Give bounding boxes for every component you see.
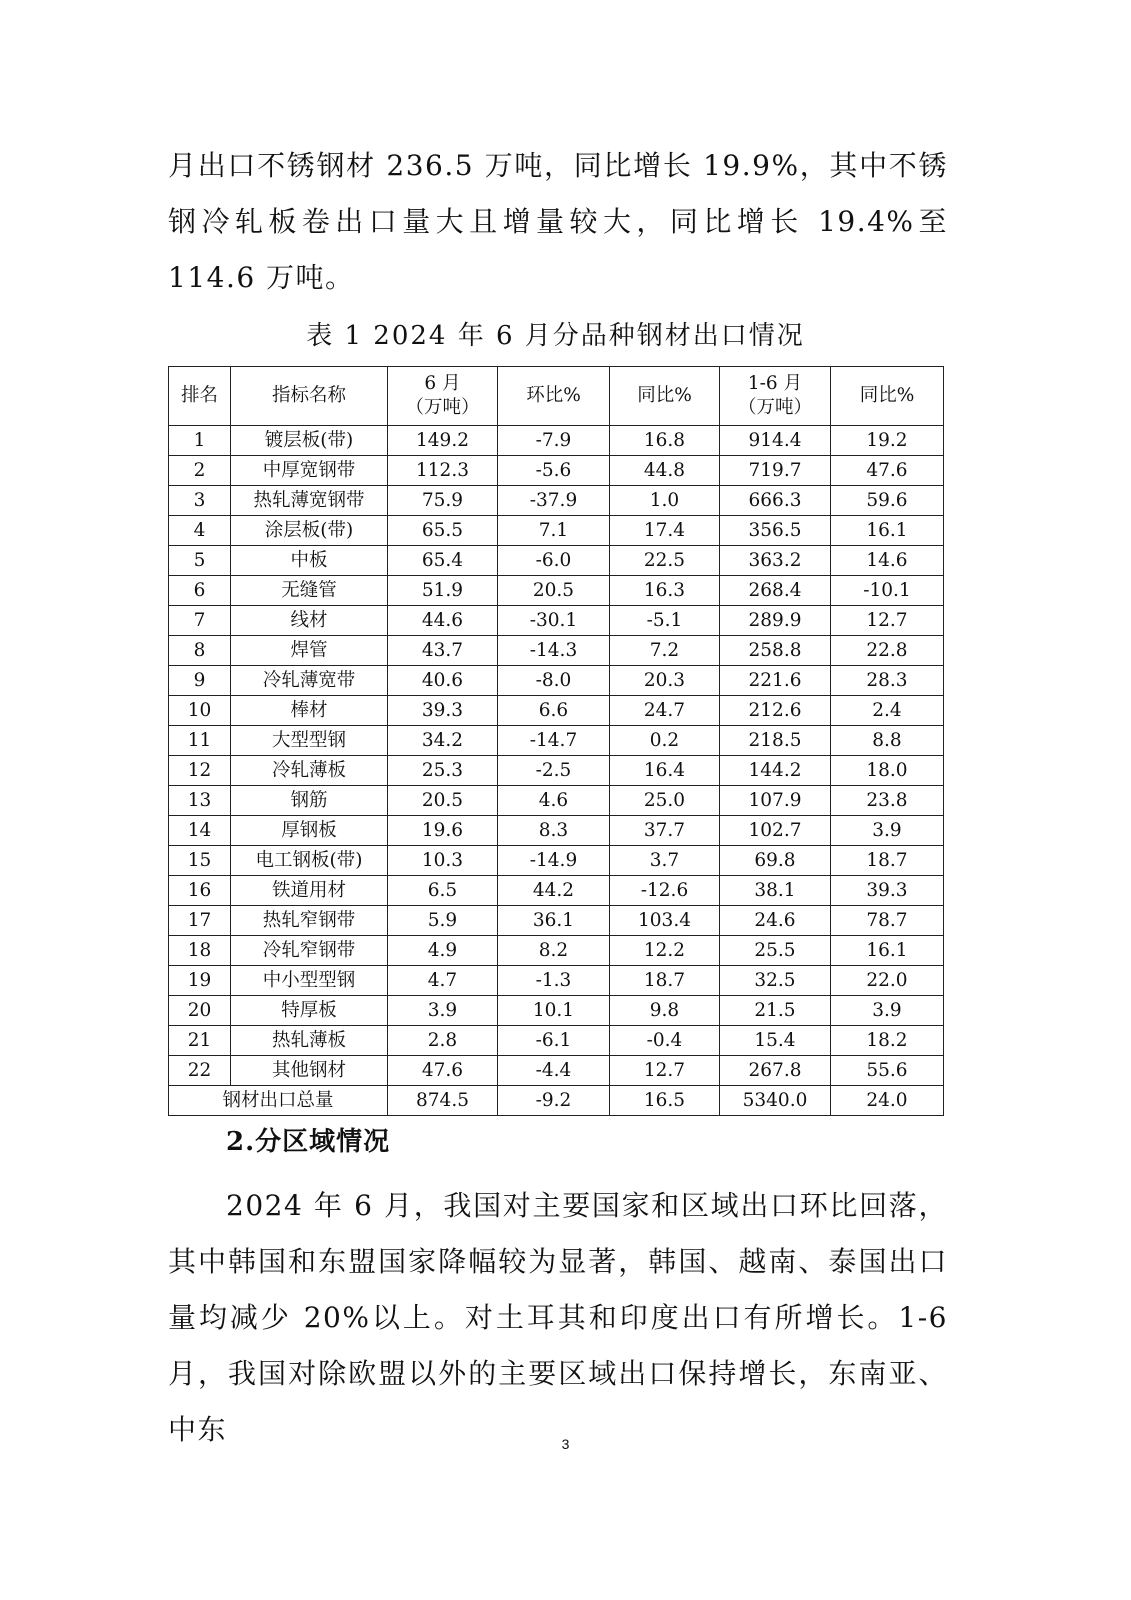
cell-mom: 36.1 — [498, 906, 610, 936]
cell-yoy: 3.7 — [610, 846, 720, 876]
cell-yoy: -12.6 — [610, 876, 720, 906]
table-row — [169, 696, 944, 726]
paragraph-intro: 月出口不锈钢材 236.5 万吨，同比增长 19.9%，其中不锈钢冷轧板卷出口量大且增量较大，同比增长 19.4%至 114.6 万吨。 — [168, 149, 948, 294]
table-row — [169, 546, 944, 576]
cell-h1: 107.9 — [720, 786, 831, 816]
cell-june: 75.9 — [388, 486, 498, 516]
cell-mom: -37.9 — [498, 486, 610, 516]
cell-june: 3.9 — [388, 996, 498, 1026]
section-heading: 2.分区域情况 — [226, 1127, 391, 1157]
cell-name: 其他钢材 — [231, 1056, 388, 1086]
cell-h1-yoy: 47.6 — [831, 456, 944, 486]
cell-rank: 19 — [169, 966, 231, 996]
cell-h1: 15.4 — [720, 1026, 831, 1056]
cell-yoy: 37.7 — [610, 816, 720, 846]
cell-yoy: 9.8 — [610, 996, 720, 1026]
cell-name: 中板 — [231, 546, 388, 576]
header-mom: 环比% — [498, 367, 610, 426]
cell-rank: 22 — [169, 1056, 231, 1086]
cell-rank: 7 — [169, 606, 231, 636]
cell-name: 冷轧薄宽带 — [231, 666, 388, 696]
cell-h1: 666.3 — [720, 486, 831, 516]
cell-h1-yoy: 22.0 — [831, 966, 944, 996]
cell-h1: 218.5 — [720, 726, 831, 756]
cell-rank: 9 — [169, 666, 231, 696]
cell-mom: -14.9 — [498, 846, 610, 876]
cell-h1: 289.9 — [720, 606, 831, 636]
cell-h1: 221.6 — [720, 666, 831, 696]
cell-mom: -4.4 — [498, 1056, 610, 1086]
cell-h1-yoy: 16.1 — [831, 516, 944, 546]
table-row — [169, 666, 944, 696]
cell-june: 4.7 — [388, 966, 498, 996]
cell-h1: 719.7 — [720, 456, 831, 486]
table-caption: 表 1 2024 年 6 月分品种钢材出口情况 — [306, 321, 805, 351]
cell-june: 47.6 — [388, 1056, 498, 1086]
cell-yoy: 16.3 — [610, 576, 720, 606]
cell-h1-yoy: 12.7 — [831, 606, 944, 636]
cell-h1-yoy: 39.3 — [831, 876, 944, 906]
cell-h1-yoy: 2.4 — [831, 696, 944, 726]
cell-rank: 10 — [169, 696, 231, 726]
header-h1-line1: 1-6 月 — [747, 373, 803, 394]
total-mom: -9.2 — [498, 1086, 610, 1116]
cell-yoy: 1.0 — [610, 486, 720, 516]
cell-rank: 3 — [169, 486, 231, 516]
cell-rank: 8 — [169, 636, 231, 666]
cell-june: 43.7 — [388, 636, 498, 666]
header-rank: 排名 — [169, 367, 231, 426]
cell-h1-yoy: 3.9 — [831, 816, 944, 846]
cell-rank: 14 — [169, 816, 231, 846]
cell-mom: 44.2 — [498, 876, 610, 906]
cell-mom: -5.6 — [498, 456, 610, 486]
cell-yoy: 17.4 — [610, 516, 720, 546]
cell-h1: 212.6 — [720, 696, 831, 726]
cell-yoy: -5.1 — [610, 606, 720, 636]
table-row — [169, 1056, 944, 1086]
table-row — [169, 486, 944, 516]
cell-mom: -8.0 — [498, 666, 610, 696]
cell-rank: 21 — [169, 1026, 231, 1056]
cell-name: 铁道用材 — [231, 876, 388, 906]
cell-rank: 18 — [169, 936, 231, 966]
table-row — [169, 996, 944, 1026]
header-june — [388, 367, 498, 426]
cell-name: 热轧薄宽钢带 — [231, 486, 388, 516]
cell-h1-yoy: 59.6 — [831, 486, 944, 516]
cell-yoy: 16.4 — [610, 756, 720, 786]
cell-h1: 267.8 — [720, 1056, 831, 1086]
cell-june: 34.2 — [388, 726, 498, 756]
cell-h1-yoy: 78.7 — [831, 906, 944, 936]
cell-june: 10.3 — [388, 846, 498, 876]
cell-h1-yoy: 18.2 — [831, 1026, 944, 1056]
cell-name: 冷轧窄钢带 — [231, 936, 388, 966]
cell-h1-yoy: 22.8 — [831, 636, 944, 666]
cell-june: 44.6 — [388, 606, 498, 636]
cell-yoy: 0.2 — [610, 726, 720, 756]
cell-june: 2.8 — [388, 1026, 498, 1056]
cell-name: 焊管 — [231, 636, 388, 666]
cell-june: 6.5 — [388, 876, 498, 906]
table-row — [169, 1026, 944, 1056]
cell-h1-yoy: -10.1 — [831, 576, 944, 606]
cell-mom: 8.3 — [498, 816, 610, 846]
header-yoy: 同比% — [610, 367, 720, 426]
steel-export-table — [168, 366, 944, 1116]
table-row — [169, 966, 944, 996]
cell-name: 涂层板(带) — [231, 516, 388, 546]
cell-mom: -14.3 — [498, 636, 610, 666]
cell-name: 镀层板(带) — [231, 426, 388, 456]
cell-h1: 356.5 — [720, 516, 831, 546]
total-h1-yoy: 24.0 — [831, 1086, 944, 1116]
cell-rank: 11 — [169, 726, 231, 756]
header-h1-line2: （万吨） — [737, 397, 812, 418]
cell-june: 40.6 — [388, 666, 498, 696]
cell-yoy: 22.5 — [610, 546, 720, 576]
paragraph-regional: 2024 年 6 月，我国对主要国家和区域出口环比回落，其中韩国和东盟国家降幅较为显著，韩国、越南、泰国出口量均减少 20%以上。对土耳其和印度出口有所增长。1-6 月，我国对除欧盟以外的主要区域出口保持增长，东南亚、中东 — [168, 1189, 948, 1446]
cell-mom: -30.1 — [498, 606, 610, 636]
cell-h1: 21.5 — [720, 996, 831, 1026]
cell-mom: -2.5 — [498, 756, 610, 786]
cell-name: 钢筋 — [231, 786, 388, 816]
cell-yoy: 44.8 — [610, 456, 720, 486]
cell-june: 51.9 — [388, 576, 498, 606]
table-body — [169, 426, 944, 1086]
cell-name: 厚钢板 — [231, 816, 388, 846]
cell-mom: 10.1 — [498, 996, 610, 1026]
header-name: 指标名称 — [231, 367, 388, 426]
cell-june: 5.9 — [388, 906, 498, 936]
cell-h1: 258.8 — [720, 636, 831, 666]
cell-june: 20.5 — [388, 786, 498, 816]
total-name: 钢材出口总量 — [169, 1086, 388, 1116]
table-row — [169, 876, 944, 906]
cell-rank: 2 — [169, 456, 231, 486]
cell-mom: -6.1 — [498, 1026, 610, 1056]
cell-june: 19.6 — [388, 816, 498, 846]
cell-rank: 13 — [169, 786, 231, 816]
cell-mom: 8.2 — [498, 936, 610, 966]
cell-mom: -6.0 — [498, 546, 610, 576]
cell-mom: 7.1 — [498, 516, 610, 546]
cell-rank: 17 — [169, 906, 231, 936]
cell-mom: -14.7 — [498, 726, 610, 756]
cell-h1: 32.5 — [720, 966, 831, 996]
total-h1: 5340.0 — [720, 1086, 831, 1116]
cell-h1-yoy: 23.8 — [831, 786, 944, 816]
cell-rank: 12 — [169, 756, 231, 786]
cell-yoy: 25.0 — [610, 786, 720, 816]
cell-name: 热轧窄钢带 — [231, 906, 388, 936]
page-number: 3 — [561, 1436, 570, 1452]
cell-h1: 914.4 — [720, 426, 831, 456]
table-row — [169, 756, 944, 786]
table-row — [169, 606, 944, 636]
cell-h1: 38.1 — [720, 876, 831, 906]
total-june: 874.5 — [388, 1086, 498, 1116]
cell-h1-yoy: 3.9 — [831, 996, 944, 1026]
cell-h1-yoy: 18.7 — [831, 846, 944, 876]
cell-mom: 6.6 — [498, 696, 610, 726]
cell-name: 电工钢板(带) — [231, 846, 388, 876]
table-row — [169, 516, 944, 546]
cell-yoy: -0.4 — [610, 1026, 720, 1056]
header-june-line1: 6 月 — [424, 373, 461, 394]
table-row — [169, 636, 944, 666]
cell-h1-yoy: 16.1 — [831, 936, 944, 966]
cell-name: 线材 — [231, 606, 388, 636]
cell-h1-yoy: 19.2 — [831, 426, 944, 456]
cell-mom: -7.9 — [498, 426, 610, 456]
cell-june: 65.4 — [388, 546, 498, 576]
cell-mom: -1.3 — [498, 966, 610, 996]
table-row — [169, 786, 944, 816]
cell-yoy: 12.2 — [610, 936, 720, 966]
cell-yoy: 20.3 — [610, 666, 720, 696]
table-row — [169, 456, 944, 486]
cell-h1-yoy: 14.6 — [831, 546, 944, 576]
cell-rank: 4 — [169, 516, 231, 546]
cell-june: 65.5 — [388, 516, 498, 546]
cell-rank: 20 — [169, 996, 231, 1026]
cell-rank: 16 — [169, 876, 231, 906]
cell-name: 特厚板 — [231, 996, 388, 1026]
cell-yoy: 24.7 — [610, 696, 720, 726]
cell-name: 大型型钢 — [231, 726, 388, 756]
cell-yoy: 12.7 — [610, 1056, 720, 1086]
cell-name: 热轧薄板 — [231, 1026, 388, 1056]
cell-mom: 20.5 — [498, 576, 610, 606]
table-row — [169, 576, 944, 606]
cell-yoy: 18.7 — [610, 966, 720, 996]
cell-june: 112.3 — [388, 456, 498, 486]
table-total-row — [169, 1086, 944, 1116]
cell-june: 25.3 — [388, 756, 498, 786]
cell-june: 4.9 — [388, 936, 498, 966]
cell-h1-yoy: 28.3 — [831, 666, 944, 696]
table-row — [169, 426, 944, 456]
cell-mom: 4.6 — [498, 786, 610, 816]
cell-h1: 363.2 — [720, 546, 831, 576]
cell-name: 冷轧薄板 — [231, 756, 388, 786]
cell-rank: 5 — [169, 546, 231, 576]
cell-name: 无缝管 — [231, 576, 388, 606]
cell-name: 中小型型钢 — [231, 966, 388, 996]
cell-name: 棒材 — [231, 696, 388, 726]
cell-h1-yoy: 8.8 — [831, 726, 944, 756]
table-row — [169, 936, 944, 966]
cell-yoy: 103.4 — [610, 906, 720, 936]
cell-rank: 1 — [169, 426, 231, 456]
total-yoy: 16.5 — [610, 1086, 720, 1116]
cell-h1: 25.5 — [720, 936, 831, 966]
table-row — [169, 816, 944, 846]
cell-june: 149.2 — [388, 426, 498, 456]
cell-h1: 24.6 — [720, 906, 831, 936]
header-h1 — [720, 367, 831, 426]
cell-rank: 6 — [169, 576, 231, 606]
cell-name: 中厚宽钢带 — [231, 456, 388, 486]
table-row — [169, 906, 944, 936]
cell-yoy: 7.2 — [610, 636, 720, 666]
cell-h1-yoy: 18.0 — [831, 756, 944, 786]
table-row — [169, 726, 944, 756]
header-h1-yoy: 同比% — [831, 367, 944, 426]
cell-h1-yoy: 55.6 — [831, 1056, 944, 1086]
cell-h1: 144.2 — [720, 756, 831, 786]
cell-yoy: 16.8 — [610, 426, 720, 456]
cell-rank: 15 — [169, 846, 231, 876]
table-header-row — [169, 367, 944, 426]
header-june-line2: （万吨） — [405, 397, 480, 418]
cell-h1: 69.8 — [720, 846, 831, 876]
cell-june: 39.3 — [388, 696, 498, 726]
cell-h1: 268.4 — [720, 576, 831, 606]
cell-h1: 102.7 — [720, 816, 831, 846]
table-row — [169, 846, 944, 876]
